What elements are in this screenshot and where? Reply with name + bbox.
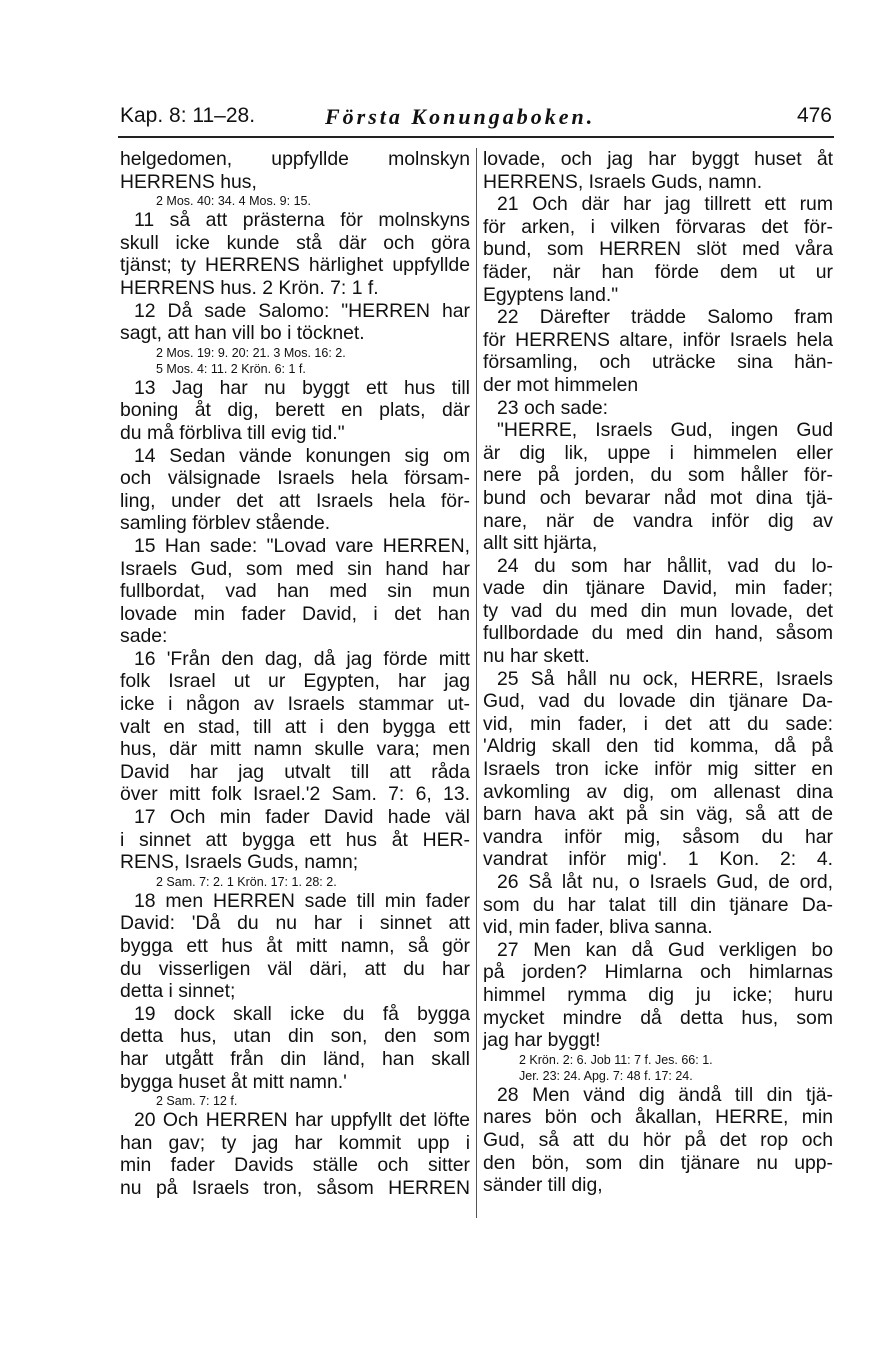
text-line: han gav; ty jag har kommit upp i — [120, 1131, 470, 1154]
left-column — [120, 148, 470, 1200]
verse-start-line: "HERRE, Israels Gud, ingen Gud — [497, 419, 833, 442]
text-line: helgedomen, uppfyllde molnskyn — [120, 148, 470, 170]
text-line: avkomling av dig, om allenast dina — [483, 780, 833, 803]
text-line: nare, när de vandra inför dig av — [483, 509, 833, 532]
text-line: Gud, så att du hör på det rop och — [483, 1128, 833, 1151]
text-line: för HERRENS altare, inför Israels hela — [483, 328, 833, 351]
text-line: vid, min fader, i det att du sade: — [483, 712, 833, 735]
text-line: icke i någon av Israels stammar ut- — [120, 693, 470, 716]
text-line: ty vad du med din mun lovade, det — [483, 599, 833, 622]
text-line: vandrat inför mig'. 1 Kon. 2: 4. — [483, 848, 833, 871]
verse-start-line: 20 Och HERREN har uppfyllt det löfte — [134, 1109, 470, 1132]
text-line: min fader Davids ställe och sitter — [120, 1154, 470, 1177]
text-line: der mot himmelen — [483, 373, 639, 396]
text-line: sänder till dig, — [483, 1174, 603, 1197]
text-line: HERRENS, Israels Guds, namn. — [483, 170, 763, 193]
text-line: nere på jorden, du som håller för- — [483, 464, 833, 487]
cross-reference: 2 Mos. 40: 34. 4 Mos. 9: 15. — [156, 194, 311, 209]
text-line: ling, under det att Israels hela för- — [120, 489, 470, 512]
text-line: vid, min fader, bliva sanna. — [483, 916, 713, 939]
text-line: sade: — [120, 625, 168, 648]
text-line: David: 'Då du nu har i sinnet att — [120, 912, 470, 935]
text-line: är dig lik, uppe i himmelen eller — [483, 441, 833, 464]
text-line: nu har skett. — [483, 645, 590, 668]
right-column — [483, 148, 833, 1197]
verse-start-line: 14 Sedan vände konungen sig om — [134, 444, 470, 467]
text-line: nares bön och åkallan, HERRE, min — [483, 1106, 833, 1129]
text-line: HERRENS hus, — [120, 170, 257, 193]
text-line: i sinnet att bygga ett hus åt HER- — [120, 828, 470, 851]
text-line: detta i sinnet; — [120, 980, 236, 1003]
verse-start-line: 18 men HERREN sade till min fader — [134, 889, 470, 912]
text-line: fullbordade du med din hand, såsom — [483, 622, 833, 645]
text-line: David har jag utvalt till att råda — [120, 760, 470, 783]
verse-start-line: 24 du som har hållit, vad du lo- — [497, 554, 833, 577]
text-line: himmel rymma dig ju icke; huru — [483, 983, 833, 1006]
text-line: vade din tjänare David, min fader; — [483, 577, 833, 600]
text-line: du visserligen väl däri, att du har — [120, 957, 470, 980]
verse-start-line: 19 dock skall icke du få bygga — [134, 1002, 470, 1025]
verse-start-line: 22 Därefter trädde Salomo fram — [497, 306, 833, 329]
text-line: mycket mindre då detta hus, som — [483, 1006, 833, 1029]
text-line: Israels tron icke inför mig sitter en — [483, 758, 833, 781]
text-line: vandra inför mig, såsom du har — [483, 825, 833, 848]
text-line: nu på Israels tron, såsom HERREN — [120, 1176, 470, 1199]
text-line: RENS, Israels Guds, namn; — [120, 851, 359, 874]
cross-reference: 2 Sam. 7: 12 f. — [156, 1094, 238, 1109]
verse-start-line: 12 Då sade Salomo: "HERREN har — [134, 299, 470, 322]
verse-start-line: 27 Men kan då Gud verkligen bo — [497, 938, 833, 961]
cross-reference: 2 Krön. 2: 6. Job 11: 7 f. Jes. 66: 1. — [519, 1052, 713, 1067]
book-title: Första Konungaboken. — [325, 104, 596, 129]
verse-start-line: 23 och sade: — [497, 396, 609, 419]
text-line: allt sitt hjärta, — [483, 532, 598, 555]
text-line: för arken, i vilken förvaras det för- — [483, 215, 833, 238]
text-line: bygga huset åt mitt namn.' — [120, 1070, 347, 1093]
text-line: över mitt folk Israel.'2 Sam. 7: 6, 13. — [120, 783, 470, 806]
text-line: tjänst; ty HERRENS härlighet uppfyllde — [120, 254, 470, 277]
text-line: folk Israel ut ur Egypten, har jag — [120, 670, 470, 693]
text-line: skull icke kunde stå där och göra — [120, 231, 470, 254]
text-line: bygga ett hus åt mitt namn, så gör — [120, 935, 470, 957]
text-line: Israels Gud, som med sin hand har — [120, 557, 470, 580]
text-line: detta hus, utan din son, den som — [120, 1025, 470, 1048]
text-line: lovade min fader David, i det han — [120, 602, 470, 625]
text-line: HERRENS hus. 2 Krön. 7: 1 f. — [120, 276, 379, 299]
cross-reference: 5 Mos. 4: 11. 2 Krön. 6: 1 f. — [156, 361, 306, 376]
chapter-reference: Kap. 8: 11–28. — [120, 104, 256, 127]
text-line: fullbordat, vad han med sin mun — [120, 580, 470, 603]
text-line: valt en stad, till att i den bygga ett — [120, 715, 470, 738]
text-line: samling förblev stående. — [120, 512, 331, 535]
header-rule — [118, 136, 834, 138]
verse-start-line: 25 Så håll nu ock, HERRE, Israels — [497, 667, 833, 690]
text-line: fäder, när han förde dem ut ur — [483, 260, 833, 283]
text-line: församling, och uträcke sina hän- — [483, 351, 833, 374]
text-line: sagt, att han vill bo i töcknet. — [120, 322, 365, 345]
text-line: lovade, och jag har byggt huset åt — [483, 148, 833, 170]
text-line: boning åt dig, berett en plats, där — [120, 399, 470, 422]
verse-start-line: 21 Och där har jag tillrett ett rum — [497, 193, 833, 216]
verse-start-line: 11 så att prästerna för molnskyns — [134, 209, 470, 232]
column-divider — [476, 148, 477, 1218]
text-line: och välsignade Israels hela försam- — [120, 467, 470, 490]
page-number: 476 — [796, 104, 832, 127]
text-line: du må förbliva till evig tid." — [120, 421, 345, 444]
text-line: barn hava akt på sin väg, så att de — [483, 803, 833, 826]
text-line: hus, där mitt namn skulle vara; men — [120, 738, 470, 761]
text-line: den bön, som din tjänare nu upp- — [483, 1151, 833, 1174]
verse-start-line: 15 Han sade: "Lovad vare HERREN, — [134, 534, 470, 557]
text-line: 'Aldrig skall den tid komma, då på — [483, 735, 833, 758]
verse-start-line: 16 'Från den dag, då jag förde mitt — [134, 647, 470, 670]
text-line: Egyptens land." — [483, 283, 619, 306]
verse-start-line: 26 Så låt nu, o Israels Gud, de ord, — [497, 871, 833, 893]
cross-reference: 2 Sam. 7: 2. 1 Krön. 17: 1. 28: 2. — [156, 874, 337, 889]
text-line: bund, som HERREN slöt med våra — [483, 238, 833, 261]
text-line: har utgått från din länd, han skall — [120, 1047, 470, 1070]
verse-start-line: 17 Och min fader David hade väl — [134, 806, 470, 829]
text-line: Gud, vad du lovade din tjänare Da- — [483, 690, 833, 713]
text-line: bund och bevarar nåd mot dina tjä- — [483, 486, 833, 509]
text-line: som du har talat till din tjänare Da- — [483, 893, 833, 916]
verse-start-line: 28 Men vänd dig ändå till din tjä- — [497, 1083, 833, 1106]
text-line: jag har byggt! — [483, 1029, 601, 1052]
verse-start-line: 13 Jag har nu byggt ett hus till — [134, 376, 470, 399]
text-line: på jorden? Himlarna och himlarnas — [483, 961, 833, 984]
page-header — [120, 104, 832, 138]
cross-reference: 2 Mos. 19: 9. 20: 21. 3 Mos. 16: 2. — [156, 345, 346, 360]
cross-reference: Jer. 23: 24. Apg. 7: 48 f. 17: 24. — [519, 1068, 693, 1083]
